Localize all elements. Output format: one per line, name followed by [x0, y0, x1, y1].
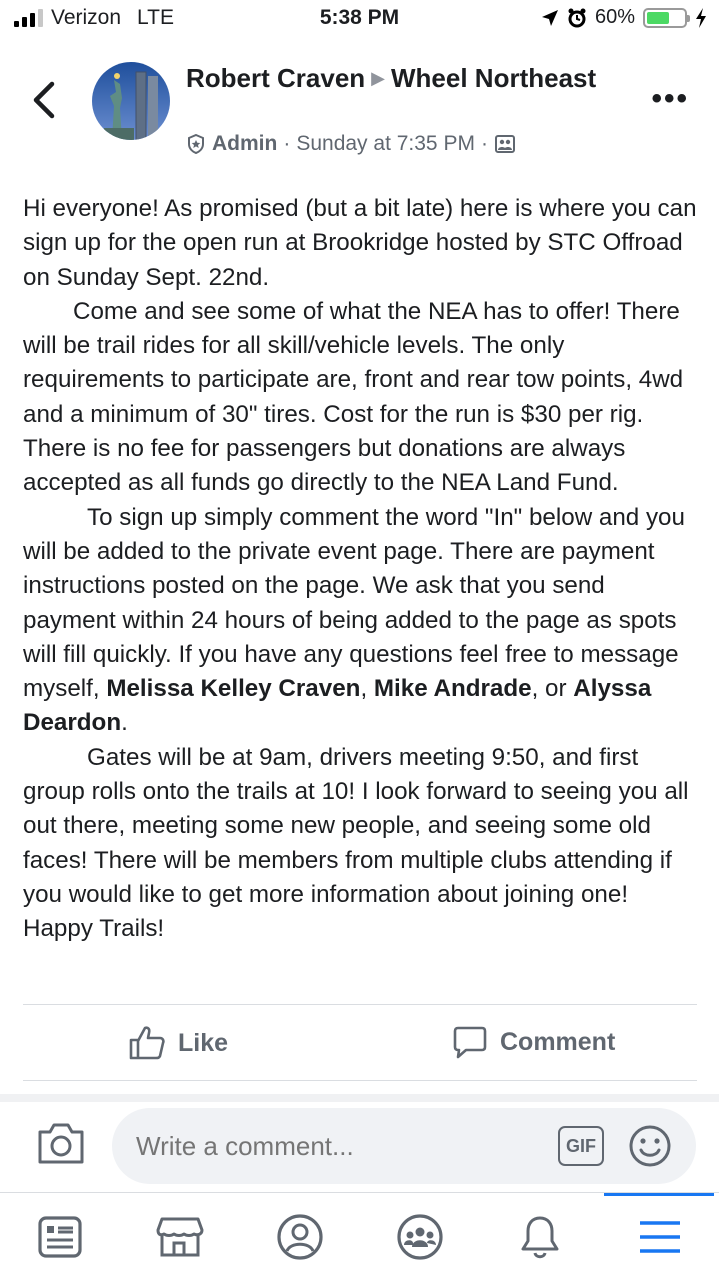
author-name[interactable]: Robert Craven — [186, 63, 366, 93]
profile-icon — [276, 1213, 324, 1261]
post-paragraph-1: Hi everyone! As promised (but a bit late) here is where you can sign up for the open run at Brookridge hosted by STC Offroad on Sunday Sept. 22nd. — [23, 195, 697, 291]
more-options-button[interactable]: ••• — [651, 82, 689, 115]
post-body — [23, 192, 703, 947]
comment-icon — [452, 1024, 488, 1060]
bell-icon — [518, 1213, 562, 1261]
camera-icon[interactable] — [36, 1120, 86, 1166]
post-meta — [186, 132, 516, 156]
battery-percent: 60% — [594, 6, 635, 28]
tab-menu[interactable] — [636, 1213, 684, 1261]
network-type: LTE — [137, 6, 175, 29]
meta-separator: · — [283, 132, 291, 155]
carrier-name: Verizon — [51, 6, 122, 29]
comment-input[interactable] — [112, 1108, 696, 1184]
mention-melissa[interactable]: Melissa Kelley Craven — [106, 675, 361, 703]
arrow-right-icon: ▶ — [371, 68, 385, 88]
meta-separator: · — [480, 132, 488, 155]
thumbs-up-icon — [128, 1024, 166, 1062]
battery-level — [647, 12, 669, 24]
gif-button[interactable]: GIF — [558, 1126, 604, 1166]
comment-composer — [0, 1102, 719, 1192]
groups-icon — [396, 1213, 444, 1261]
tab-profile[interactable] — [276, 1213, 324, 1261]
active-tab-indicator — [604, 1193, 714, 1196]
back-button[interactable] — [26, 78, 66, 122]
post-header — [0, 58, 719, 168]
tab-groups[interactable] — [396, 1213, 444, 1261]
avatar-image — [92, 62, 170, 140]
section-gap — [0, 1094, 719, 1102]
like-button[interactable] — [128, 1024, 228, 1062]
tab-news-feed[interactable] — [36, 1213, 84, 1261]
mention-separator-or: , or — [531, 675, 574, 703]
mention-alyssa[interactable]: Alyssa Deardon — [23, 675, 652, 737]
admin-label: Admin — [212, 132, 278, 155]
tab-notifications[interactable] — [516, 1213, 564, 1261]
location-arrow-icon — [541, 9, 559, 27]
tab-marketplace[interactable] — [156, 1213, 204, 1261]
post-timestamp[interactable]: Sunday at 7:35 PM — [296, 132, 475, 155]
post-paragraph-4 — [23, 741, 703, 947]
battery-icon — [643, 8, 687, 28]
hamburger-menu-icon — [638, 1219, 682, 1255]
emoji-icon[interactable] — [628, 1124, 672, 1168]
group-name[interactable]: Wheel Northeast — [391, 63, 597, 93]
status-right — [541, 6, 707, 29]
post-paragraph-3 — [23, 501, 703, 741]
avatar[interactable] — [92, 62, 170, 140]
like-label: Like — [178, 1028, 229, 1057]
post-title — [186, 62, 626, 95]
mention-mike[interactable]: Mike Andrade — [373, 675, 532, 703]
post-paragraph-2 — [23, 295, 703, 501]
divider — [23, 1080, 697, 1081]
mention-separator: , — [360, 675, 374, 703]
news-feed-icon — [37, 1215, 83, 1259]
alarm-clock-icon — [567, 8, 587, 28]
action-row — [0, 1006, 719, 1080]
post-paragraph-3-text: To sign up simply comment the word "In" below and you will be added to the private event page. There are payment instructions posted on the page. We ask that you send payment within 24 hours of being added to the page as spots will fill quickly. If you have any questions feel free to message myself, — [23, 503, 685, 703]
admin-badge-icon — [186, 134, 206, 154]
post-paragraph-4-text: Gates will be at 9am, drivers meeting 9:50, and first group rolls onto the trails at 10! I look forward to seeing you all out there, meeting some new people, and seeing some old faces! There will be members from multiple clubs attending if you would like to get more information about joining one! Happy Trails! — [23, 743, 689, 943]
post-paragraph-2-text: Come and see some of what the NEA has to offer! There will be trail rides for all skill/vehicle levels. The only requirements to participate are, front and rear tow points, 4wd and a minimum of 30" tires. Cost for the run is $30 per rig. There is no fee for passengers but donations are always accepted as all funds go directly to the NEA Land Fund. — [23, 297, 684, 497]
charging-bolt-icon — [695, 8, 707, 28]
group-privacy-icon — [494, 133, 516, 155]
comment-label: Comment — [500, 1027, 616, 1056]
bottom-tab-bar — [0, 1192, 719, 1279]
status-bar — [0, 0, 719, 40]
status-time: 5:38 PM — [319, 6, 400, 29]
sentence-end: . — [121, 709, 128, 737]
divider — [23, 1004, 697, 1005]
comment-button[interactable] — [452, 1024, 615, 1060]
marketplace-icon — [156, 1215, 204, 1259]
